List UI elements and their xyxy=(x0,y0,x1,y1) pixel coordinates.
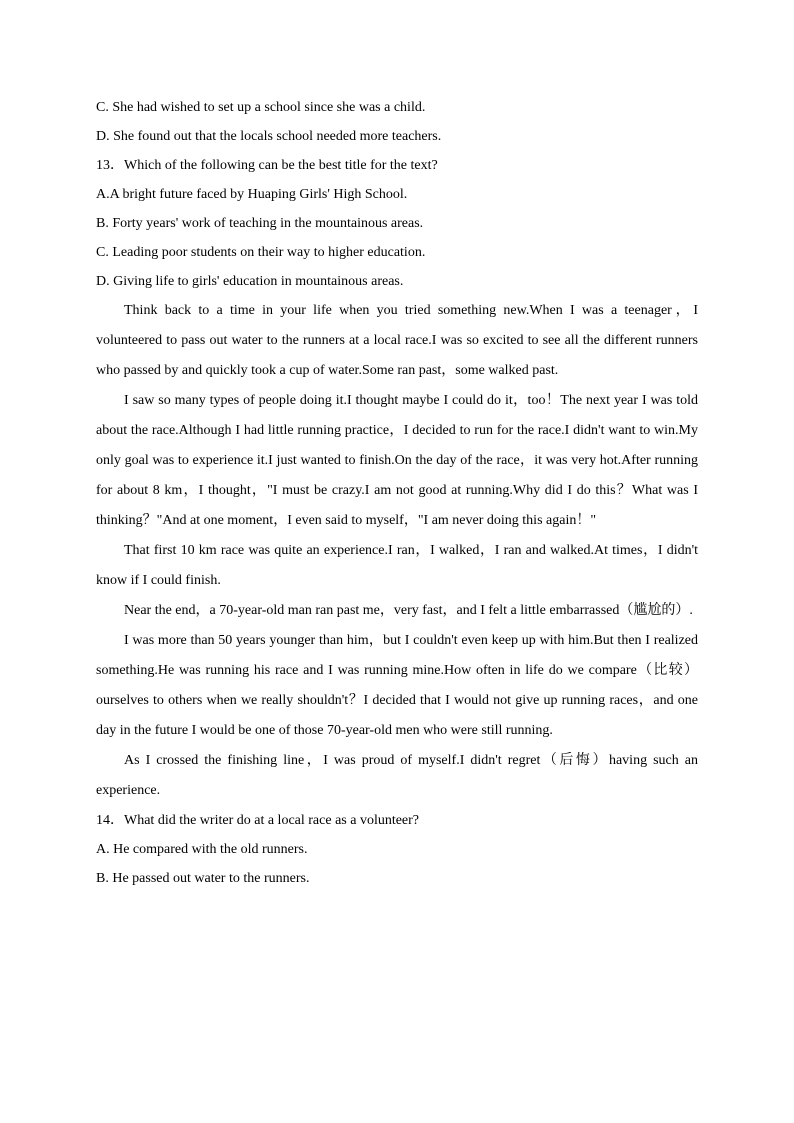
q12-option-c: C. She had wished to set up a school since she was a child. xyxy=(96,100,426,115)
q14-option-b: B. He passed out water to the runners. xyxy=(96,871,310,886)
q13-stem: 13．Which of the following can be the best title for the text? xyxy=(96,158,438,173)
passage-paragraph-4: Near the end，a 70-year-old man ran past me，very fast，and I felt a little embarrassed（尴尬的）. xyxy=(124,603,693,618)
passage-paragraph-2: I saw so many types of people doing it.I thought maybe I could do it，too！The next year I was told about the race.Although I had little running practice，I decided to run for the race.I didn't want to win.My only goal was to experience it.I just wanted to finish.On the day of the race，it was very hot.After running for about 8 km，I thought，"I must be crazy.I am not good at running.Why did I do this？What was I thinking？"And at one moment，I even said to myself，"I am never doing this again！" xyxy=(96,393,698,528)
q13-option-a: A.A bright future faced by Huaping Girls' High School. xyxy=(96,187,408,202)
passage-paragraph-6: As I crossed the finishing line，I was proud of myself.I didn't regret（后悔）having such an experience. xyxy=(96,753,698,798)
passage-paragraph-1: Think back to a time in your life when you tried something new.When I was a teenager，I volunteered to pass out water to the runners at a local race.I was so excited to see all the different runners who passed by and quickly took a cup of water.Some ran past，some walked past. xyxy=(96,303,698,378)
passage-paragraph-5: I was more than 50 years younger than him，but I couldn't even keep up with him.But then I realized something.He was running his race and I was running mine.How often in life do we compare（比较）ourselves to others when we really shouldn't？I decided that I would not give up running races，and one day in the future I would be one of those 70-year-old men who were still running. xyxy=(96,633,698,738)
q13-option-c: C. Leading poor students on their way to higher education. xyxy=(96,245,426,260)
passage-paragraph-3: That first 10 km race was quite an experience.I ran，I walked，I ran and walked.At times，I didn't know if I could finish. xyxy=(96,543,698,588)
q14-stem: 14．What did the writer do at a local race as a volunteer? xyxy=(96,813,420,828)
q13-option-d: D. Giving life to girls' education in mountainous areas. xyxy=(96,274,404,289)
exam-page xyxy=(96,93,698,893)
q14-option-a: A. He compared with the old runners. xyxy=(96,842,308,857)
q12-option-d: D. She found out that the locals school needed more teachers. xyxy=(96,129,442,144)
q13-option-b: B. Forty years' work of teaching in the mountainous areas. xyxy=(96,216,424,231)
